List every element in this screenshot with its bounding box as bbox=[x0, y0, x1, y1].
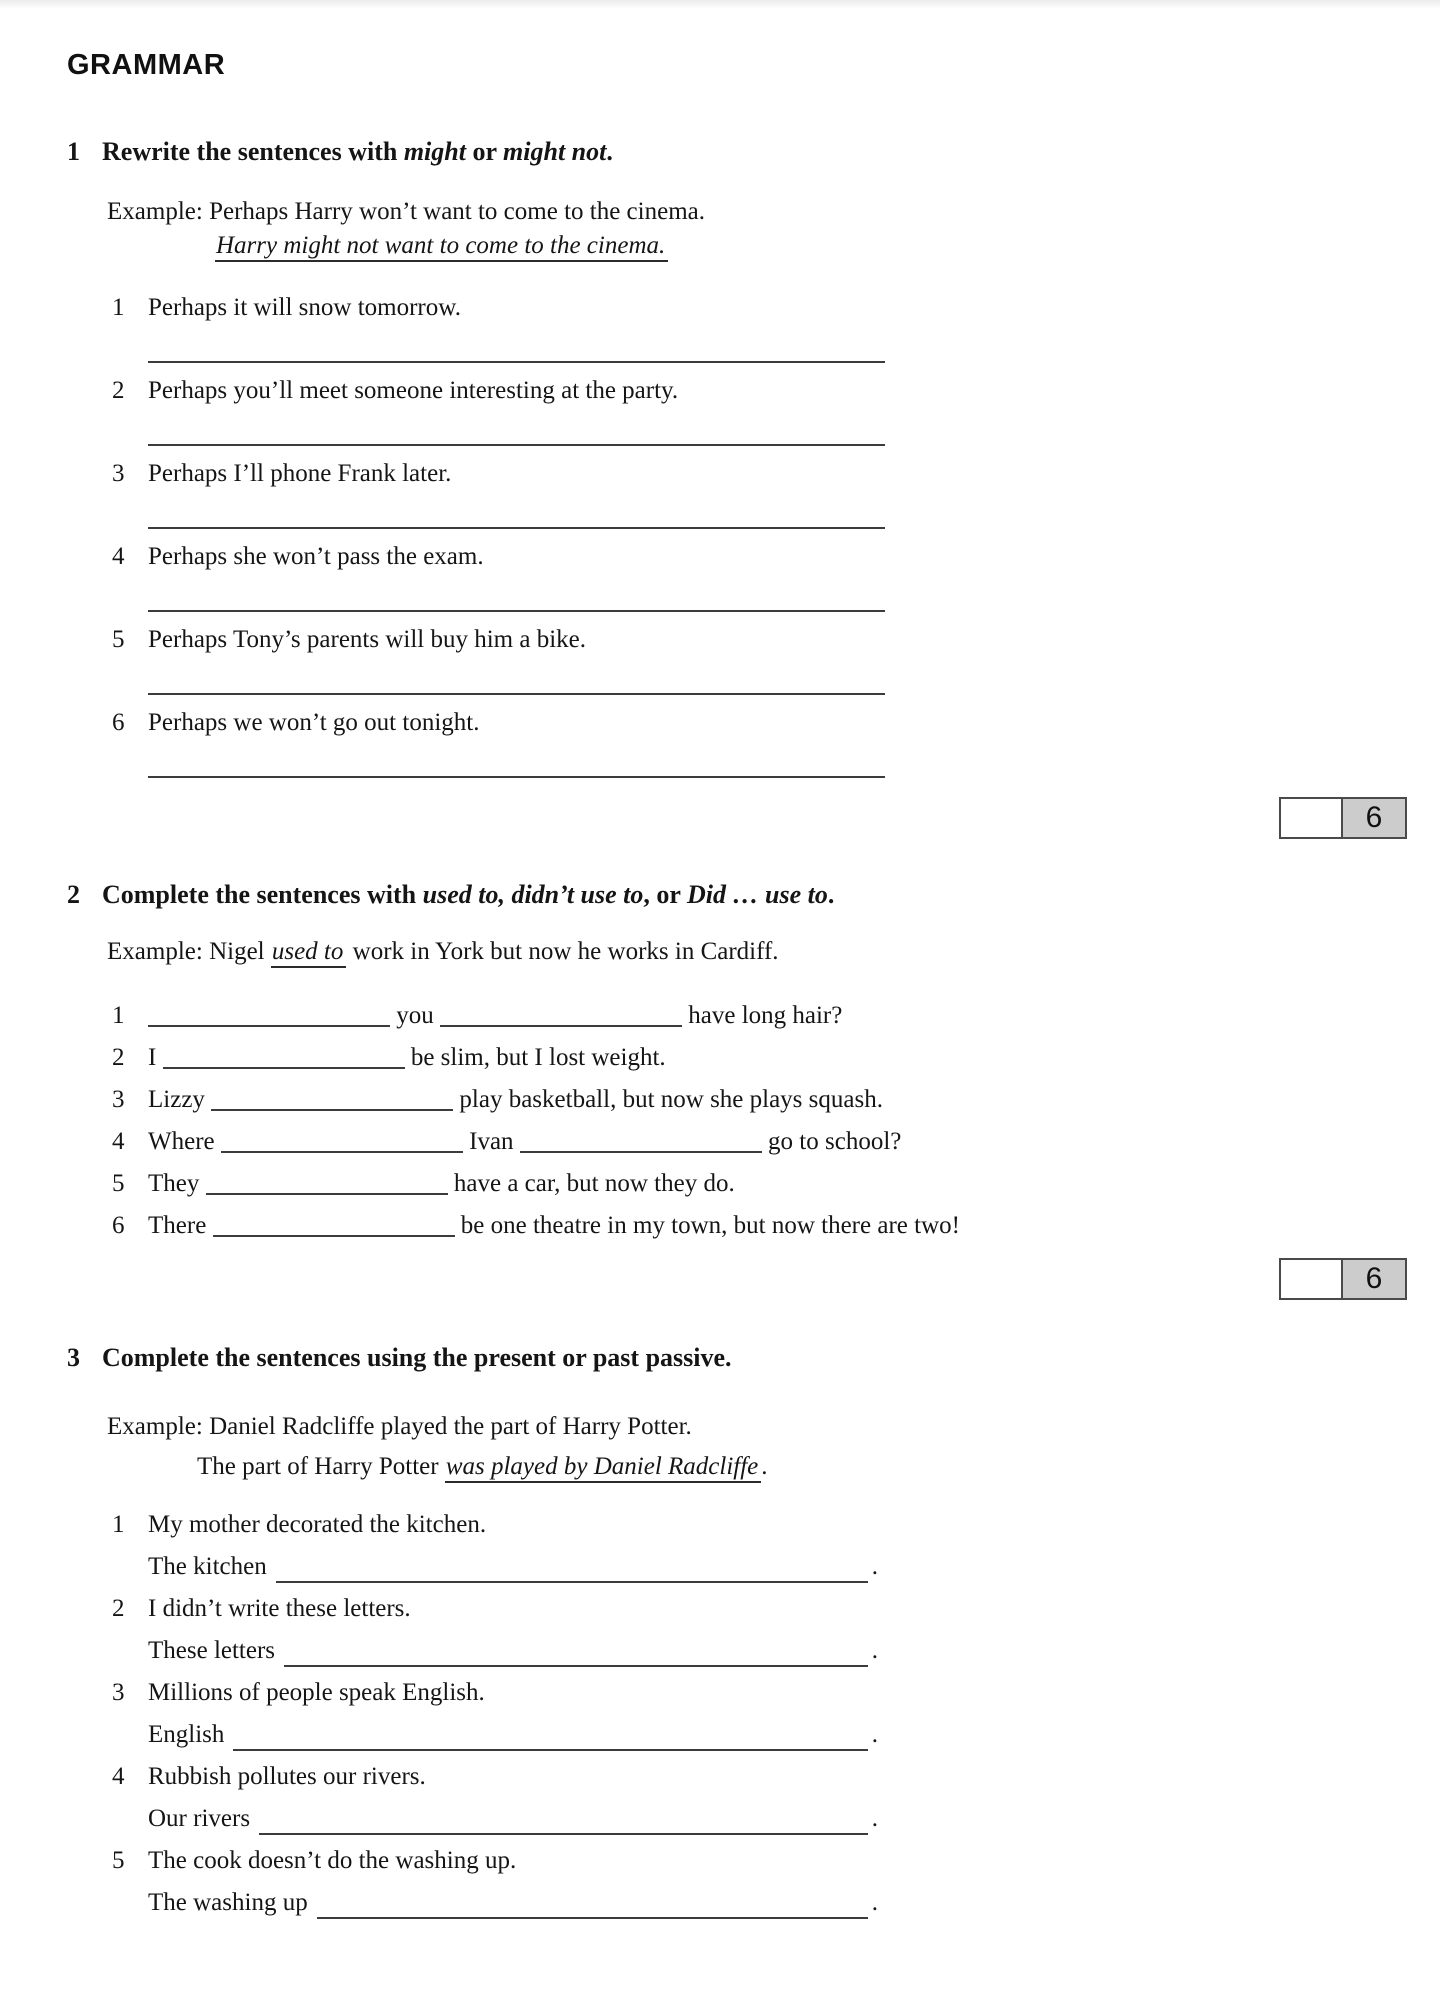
example-answer: Harry might not want to come to the cinema. bbox=[215, 229, 1440, 263]
item-number: 5 bbox=[112, 626, 125, 653]
item-rewrite-line bbox=[112, 1714, 878, 1756]
passive-item bbox=[112, 1840, 1440, 1924]
item-text: There be one theatre in my town, but now there are two! bbox=[148, 1205, 960, 1247]
blank-line bbox=[276, 1546, 868, 1588]
rewrite-period: . bbox=[871, 1889, 878, 1916]
example-line: Example: Perhaps Harry won’t want to come to the cinema. bbox=[107, 198, 705, 225]
item-number: 4 bbox=[112, 543, 125, 570]
exercise-3-example bbox=[107, 1407, 1440, 1487]
blank-line bbox=[284, 1630, 868, 1672]
blank-line bbox=[221, 1121, 463, 1153]
item-number: 4 bbox=[112, 1763, 125, 1790]
blank-line bbox=[206, 1163, 448, 1195]
item-text: you have long hair? bbox=[148, 995, 842, 1037]
answer-line bbox=[148, 527, 885, 529]
page-title: GRAMMAR bbox=[67, 49, 226, 81]
blank-line bbox=[211, 1079, 453, 1111]
item-number: 4 bbox=[112, 1128, 125, 1155]
answer-line bbox=[148, 610, 885, 612]
exercise-item bbox=[112, 293, 1440, 363]
rewrite-label: Our rivers bbox=[148, 1805, 251, 1832]
answer-line bbox=[148, 693, 885, 695]
item-text: Perhaps she won’t pass the exam. bbox=[148, 543, 484, 570]
exercise-1 bbox=[67, 136, 1440, 778]
item-number: 3 bbox=[112, 1679, 125, 1706]
item-text: Where Ivan go to school? bbox=[148, 1121, 901, 1163]
fill-in-item bbox=[112, 1205, 1440, 1247]
item-number: 2 bbox=[112, 377, 125, 404]
rewrite-period: . bbox=[871, 1637, 878, 1664]
score-box-exercise-2 bbox=[1279, 1258, 1407, 1300]
exercise-3-heading bbox=[67, 1342, 1440, 1374]
exercise-title: Complete the sentences with used to, didn’t use to, or Did … use to. bbox=[102, 880, 835, 909]
item-rewrite-line bbox=[112, 1546, 878, 1588]
item-statement: I didn’t write these letters. bbox=[148, 1595, 411, 1622]
score-box-exercise-1 bbox=[1279, 797, 1407, 839]
blank-line bbox=[163, 1037, 405, 1069]
item-number: 6 bbox=[112, 709, 125, 736]
item-rewrite-line bbox=[112, 1882, 878, 1924]
item-number: 2 bbox=[112, 1044, 125, 1071]
exercise-2 bbox=[67, 879, 1440, 1247]
exercise-title: Complete the sentences using the present or past passive. bbox=[102, 1343, 732, 1372]
item-number: 5 bbox=[112, 1170, 125, 1197]
exercise-item bbox=[112, 708, 1440, 778]
item-statement: Millions of people speak English. bbox=[148, 1679, 485, 1706]
exercise-item bbox=[112, 625, 1440, 695]
exercise-1-example bbox=[107, 195, 1440, 263]
item-number: 1 bbox=[112, 1511, 125, 1538]
exercise-1-items bbox=[112, 293, 1440, 778]
rewrite-period: . bbox=[871, 1805, 878, 1832]
passive-item bbox=[112, 1588, 1440, 1672]
exercise-3-items bbox=[112, 1504, 1440, 1924]
item-text: Perhaps we won’t go out tonight. bbox=[148, 709, 480, 736]
exercise-number: 1 bbox=[67, 137, 80, 166]
rewrite-period: . bbox=[871, 1553, 878, 1580]
score-entry-cell bbox=[1281, 1260, 1341, 1298]
blank-line bbox=[259, 1798, 868, 1840]
item-text: Perhaps Tony’s parents will buy him a bike. bbox=[148, 626, 587, 653]
exercise-2-items bbox=[112, 995, 1440, 1247]
item-text: They have a car, but now they do. bbox=[148, 1163, 735, 1205]
item-number: 2 bbox=[112, 1595, 125, 1622]
answer-line bbox=[148, 444, 885, 446]
blank-line bbox=[213, 1205, 455, 1237]
rewrite-label: The washing up bbox=[148, 1889, 308, 1916]
item-statement: My mother decorated the kitchen. bbox=[148, 1511, 487, 1538]
item-number: 1 bbox=[112, 294, 125, 321]
exercise-number: 3 bbox=[67, 1343, 80, 1372]
exercise-2-heading bbox=[67, 879, 1440, 911]
rewrite-label: The kitchen bbox=[148, 1553, 267, 1580]
answer-line bbox=[148, 776, 885, 778]
score-max-cell: 6 bbox=[1341, 1260, 1405, 1298]
exercise-3 bbox=[67, 1342, 1440, 1924]
fill-in-item bbox=[112, 995, 1440, 1037]
blank-line bbox=[148, 995, 390, 1027]
exercise-item bbox=[112, 459, 1440, 529]
item-rewrite-line bbox=[112, 1798, 878, 1840]
item-number: 1 bbox=[112, 1002, 125, 1029]
score-entry-cell bbox=[1281, 799, 1341, 837]
blank-line bbox=[317, 1882, 868, 1924]
item-number: 3 bbox=[112, 1086, 125, 1113]
exercise-2-example: Example: Nigel used to work in York but now he works in Cardiff. bbox=[107, 935, 1440, 969]
item-text: Perhaps you’ll meet someone interesting at the party. bbox=[148, 377, 679, 404]
item-text: Perhaps I’ll phone Frank later. bbox=[148, 460, 452, 487]
score-max-cell: 6 bbox=[1341, 799, 1405, 837]
exercise-number: 2 bbox=[67, 880, 80, 909]
fill-in-item bbox=[112, 1121, 1440, 1163]
item-rewrite-line bbox=[112, 1630, 878, 1672]
passive-item bbox=[112, 1672, 1440, 1756]
blank-line bbox=[440, 995, 682, 1027]
item-number: 5 bbox=[112, 1847, 125, 1874]
rewrite-label: These letters bbox=[148, 1637, 276, 1664]
rewrite-period: . bbox=[871, 1721, 878, 1748]
item-text: I be slim, but I lost weight. bbox=[148, 1037, 666, 1079]
item-statement: The cook doesn’t do the washing up. bbox=[148, 1847, 517, 1874]
item-statement: Rubbish pollutes our rivers. bbox=[148, 1763, 426, 1790]
item-number: 3 bbox=[112, 460, 125, 487]
fill-in-item bbox=[112, 1163, 1440, 1205]
exercise-title: Rewrite the sentences with might or might not. bbox=[102, 137, 613, 166]
item-text: Lizzy play basketball, but now she plays squash. bbox=[148, 1079, 883, 1121]
blank-line bbox=[520, 1121, 762, 1153]
fill-in-item bbox=[112, 1037, 1440, 1079]
passive-item bbox=[112, 1504, 1440, 1588]
passive-item bbox=[112, 1756, 1440, 1840]
exercise-1-heading bbox=[67, 136, 1440, 168]
exercise-item bbox=[112, 376, 1440, 446]
item-text: Perhaps it will snow tomorrow. bbox=[148, 294, 461, 321]
item-number: 6 bbox=[112, 1212, 125, 1239]
blank-line bbox=[233, 1714, 867, 1756]
fill-in-item bbox=[112, 1079, 1440, 1121]
answer-line bbox=[148, 361, 885, 363]
example-line: Example: Daniel Radcliffe played the part of Harry Potter. bbox=[107, 1413, 692, 1440]
exercise-item bbox=[112, 542, 1440, 612]
rewrite-label: English bbox=[148, 1721, 225, 1748]
example-answer: The part of Harry Potter was played by Daniel Radcliffe . bbox=[197, 1447, 1440, 1487]
